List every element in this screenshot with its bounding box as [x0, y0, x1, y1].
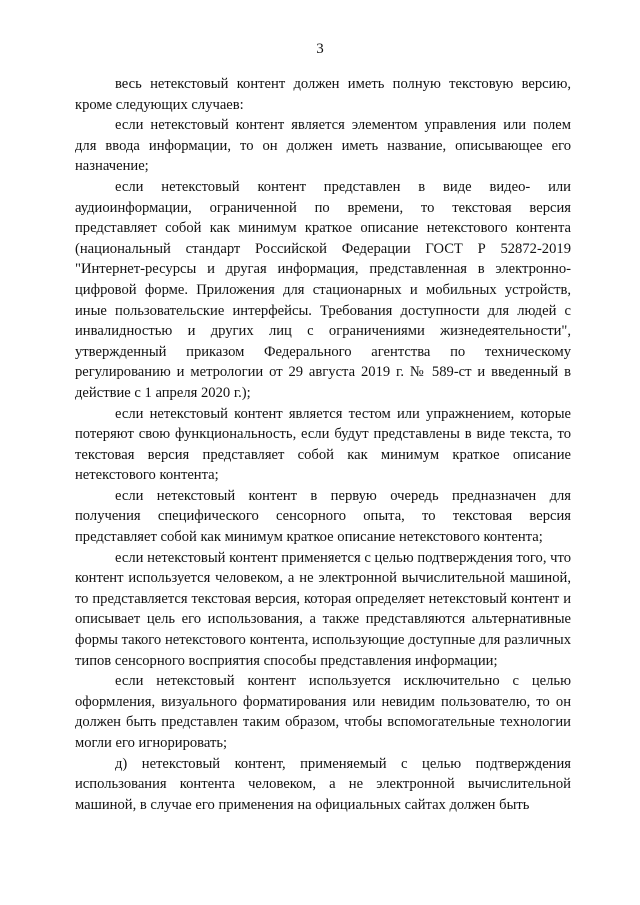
- paragraph: если нетекстовый контент используется исключительно с целью оформления, визуального форматирования или невидим пользователю, то он должен быть представлен таким образом, чтобы вспомогательные технологии могли его игнорировать;: [75, 673, 571, 751]
- paragraph: д) нетекстовый контент, применяемый с целью подтверждения использования контента человеком, а не электронной вычислительной машиной, в случае его применения на официальных сайтах должен быть: [75, 755, 571, 813]
- paragraph: если нетекстовый контент представлен в виде видео- или аудиоинформации, ограниченной по времени, то текстовая версия представляет собой как минимум краткое описание нетекстового контента (национальный стандарт Российской Федерации ГОСТ Р 52872-2019 "Интернет-ресурсы и другая информация, представленная в электронно-цифровой форме. Приложения для стационарных и мобильных устройств, иные пользовательские интерфейсы. Требования доступности для людей с инвалидностью и других лиц с ограничениями жизнедеятельности", утвержденный приказом Федерального агентства по техническому регулированию и метрологии от 29 августа 2019 г. № 589-ст и введенный в действие с 1 апреля 2020 г.);: [75, 178, 571, 401]
- paragraph: если нетекстовый контент является тестом или упражнением, которые потеряют свою функциональность, если будут представлены в виде текста, то текстовая версия представляет собой как минимум краткое описание нетекстового контента;: [75, 405, 571, 484]
- paragraph: если нетекстовый контент является элементом управления или полем для ввода информации, то он должен иметь название, описывающее его назначение;: [75, 117, 571, 175]
- paragraph: если нетекстовый контент применяется с целью подтверждения того, что контент используется человеком, а не электронной вычислительной машиной, то представляется текстовая версия, которая определяет нетекстовый контент и описывает цель его использования, а также представляются альтернативные формы такого нетекстового контента, использующие доступные для различных типов сенсорного восприятия способы представления информации;: [75, 549, 571, 669]
- page-number: 3: [316, 41, 324, 57]
- document-body: [75, 74, 571, 815]
- paragraph: весь нетекстовый контент должен иметь полную текстовую версию, кроме следующих случаев:: [75, 76, 571, 113]
- paragraph: если нетекстовый контент в первую очередь предназначен для получения специфического сенсорного опыта, то текстовая версия представляет собой как минимум краткое описание нетекстового контента;: [75, 487, 571, 546]
